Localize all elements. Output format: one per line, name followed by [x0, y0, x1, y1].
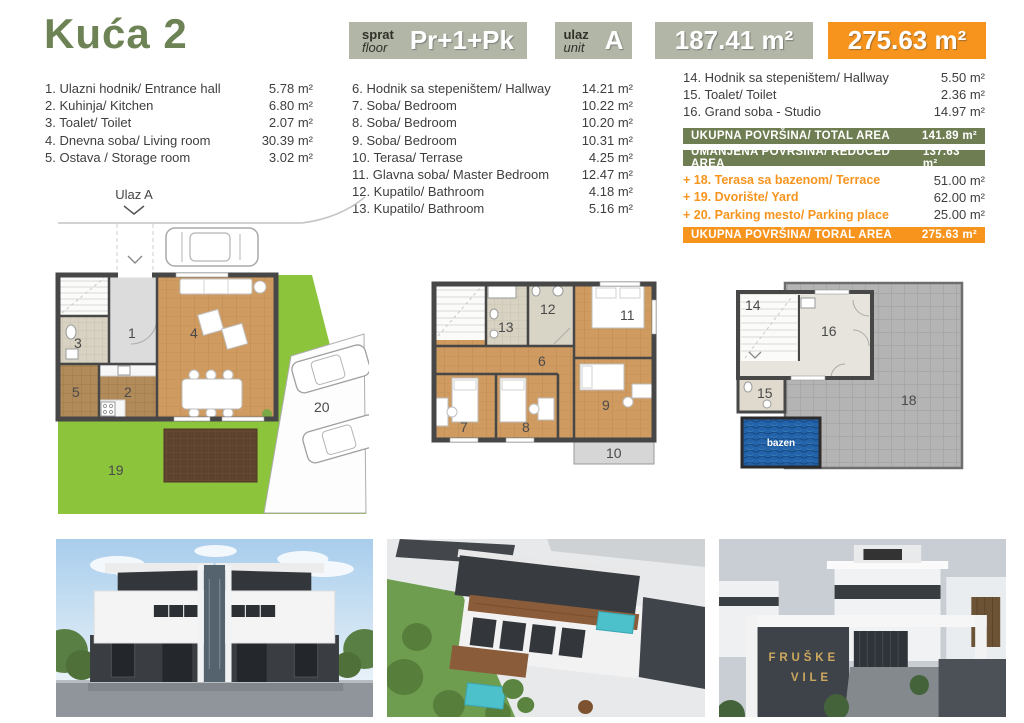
- window: [600, 282, 640, 286]
- render-photo-front-elevation: [56, 539, 373, 717]
- sink-icon: [801, 298, 815, 308]
- room-row: [683, 86, 985, 103]
- room-area: 14.21 m²: [581, 81, 633, 97]
- extra-value: 62.00 m²: [933, 189, 985, 205]
- room-number-14: 14: [745, 297, 761, 313]
- gate-column: [746, 615, 758, 717]
- total-area-label: UKUPNA POVRŠINA/ TOTAL AREA: [691, 129, 890, 142]
- garden-pool: [465, 683, 506, 709]
- bed: [580, 364, 624, 390]
- bed: [592, 286, 644, 328]
- window: [652, 300, 656, 334]
- room-number-3: 3: [74, 335, 82, 351]
- sink-icon: [553, 286, 563, 296]
- window: [815, 290, 849, 294]
- room-area: 30.39 m²: [261, 132, 313, 148]
- ground-floor-plan: [54, 186, 369, 521]
- villa-glass-band: [835, 585, 941, 599]
- gate-beam: [746, 615, 987, 627]
- bed: [500, 378, 526, 422]
- first-floor-plan: [430, 280, 660, 475]
- reduced-area-value: 137.63 m²: [922, 145, 960, 170]
- room-number-10: 10: [606, 445, 622, 461]
- room-name: 2. Kuhinja/ Kitchen: [45, 98, 154, 114]
- extra-row: [683, 189, 985, 206]
- room-number-20: 20: [314, 399, 330, 415]
- room-name: 7. Soba/ Bedroom: [352, 98, 457, 114]
- patio-table: [578, 700, 593, 714]
- sign-text-line2: VILE: [790, 670, 832, 685]
- room-name: 8. Soba/ Bedroom: [352, 115, 457, 131]
- neighbor-house-dark: [639, 597, 705, 689]
- room-name: 5. Ostava / Storage room: [45, 149, 191, 165]
- room-number-16: 16: [821, 323, 837, 339]
- room-area: 3.02 m²: [268, 149, 313, 165]
- extra-label: + 19. Dvorište/ Yard: [683, 190, 799, 205]
- unit-label-sr: ulaz: [563, 26, 589, 42]
- chair: [447, 407, 457, 417]
- room-area: 14.97 m²: [933, 104, 985, 120]
- room-area: 10.22 m²: [581, 98, 633, 114]
- room-row: [45, 132, 313, 149]
- gross-area-badge: [828, 22, 986, 59]
- toilet-icon: [532, 286, 540, 296]
- room-number-5: 5: [72, 384, 80, 400]
- extra-value: 51.00 m²: [933, 172, 985, 188]
- extra-row: [683, 206, 985, 223]
- room-area: 2.36 m²: [940, 87, 985, 103]
- room-area: 4.25 m²: [588, 149, 633, 165]
- room-list-column-3: [683, 69, 985, 243]
- net-area-value: 187.41 m²: [674, 25, 794, 55]
- room-number-18: 18: [901, 392, 917, 408]
- window: [222, 417, 264, 421]
- room-name: 3. Toalet/ Toilet: [45, 115, 132, 131]
- room-name: 10. Terasa/ Terrase: [352, 149, 463, 165]
- grand-total-value: 275.63 m²: [921, 229, 977, 242]
- room-area: 5.78 m²: [268, 81, 313, 97]
- room-row: [45, 149, 313, 166]
- total-area-bar: [683, 128, 985, 144]
- chair: [623, 397, 633, 407]
- reduced-area-label: UMANJENA POVRŠINA/ REDUCED AREA: [691, 145, 891, 170]
- room-number-8: 8: [522, 419, 530, 435]
- desk: [538, 398, 554, 420]
- street-line: [58, 197, 365, 223]
- room-area: 2.07 m²: [268, 115, 313, 131]
- room-name: 6. Hodnik sa stepeništem/ Hallway: [352, 81, 551, 97]
- window: [174, 417, 210, 421]
- room-row: [352, 132, 633, 149]
- sofa: [180, 279, 252, 294]
- extra-row: [683, 172, 985, 189]
- room-row: [352, 183, 633, 200]
- floor-label-en: floor: [362, 39, 388, 55]
- room-area: 4.18 m²: [588, 184, 633, 200]
- room-row: [683, 103, 985, 120]
- window: [506, 438, 534, 442]
- extra-areas: [683, 172, 985, 224]
- gross-area-value: 275.63 m²: [847, 25, 967, 55]
- bathtub-icon: [488, 286, 516, 298]
- room-row: [352, 97, 633, 114]
- room-number-6: 6: [538, 353, 546, 369]
- desk: [632, 384, 652, 398]
- room-area: 6.80 m²: [268, 98, 313, 114]
- room-number-12: 12: [540, 301, 556, 317]
- extra-label: + 20. Parking mesto/ Parking place: [683, 207, 889, 222]
- house-shadow: [88, 683, 343, 691]
- total-area-value: 141.89 m²: [921, 129, 977, 142]
- room-number-7: 7: [460, 419, 468, 435]
- pool-label: bazen: [766, 438, 796, 449]
- room-row: [352, 80, 633, 97]
- room-name: 1. Ulazni hodnik/ Entrance hall: [45, 81, 221, 97]
- room-area: 5.16 m²: [588, 201, 633, 217]
- room-row: [45, 114, 313, 131]
- entry-arrow-icon: [128, 256, 142, 263]
- entrance-label: Ulaz A: [115, 187, 153, 202]
- room-area: 10.20 m²: [581, 115, 633, 131]
- background-building-band: [719, 597, 779, 606]
- room-number-19: 19: [108, 462, 124, 478]
- room-number-13: 13: [498, 319, 514, 335]
- floor-label-sr: sprat: [362, 26, 394, 42]
- room-number-15: 15: [757, 385, 773, 401]
- net-area-badge: [655, 22, 813, 59]
- room-area: 5.50 m²: [940, 70, 985, 86]
- window: [450, 438, 478, 442]
- room-row: [352, 200, 633, 217]
- floor-value: Pr+1+Pk: [409, 25, 514, 55]
- entrance-door-gap: [118, 273, 152, 278]
- room-list-column-2: [352, 80, 633, 218]
- window: [791, 376, 825, 380]
- room-number-1: 1: [128, 325, 136, 341]
- grand-total-label: UKUPNA POVRŠINA/ TORAL AREA: [691, 229, 893, 242]
- room-number-11: 11: [620, 307, 635, 323]
- entrance-arrow-icon: [124, 206, 144, 214]
- room-row: [45, 97, 313, 114]
- extra-label: + 18. Terasa sa bazenom/ Terrace: [683, 173, 881, 188]
- room-list-column-1: [45, 80, 313, 166]
- room-1-entrance: [109, 275, 157, 364]
- render-photo-street-entrance: [719, 539, 1006, 717]
- page-title: Kuća 2: [44, 10, 188, 57]
- room-name: 4. Dnevna soba/ Living room: [45, 132, 211, 148]
- room-row: [45, 80, 313, 97]
- room-name: 9. Soba/ Bedroom: [352, 132, 457, 148]
- room-row: [352, 114, 633, 131]
- sink-icon: [490, 330, 498, 338]
- toilet-icon: [490, 309, 498, 319]
- unit-badge: [555, 22, 632, 59]
- deck: [164, 429, 257, 482]
- grand-total-bar: [683, 227, 985, 243]
- desk: [435, 398, 448, 426]
- room-row: [352, 166, 633, 183]
- kitchen-sink-icon: [118, 366, 130, 375]
- render-photo-aerial: [387, 539, 705, 717]
- room-area: 12.47 m²: [581, 167, 633, 183]
- window: [176, 273, 228, 277]
- toilet-icon: [744, 382, 752, 392]
- room-name: 13. Kupatilo/ Bathroom: [352, 201, 485, 217]
- unit-label-en: unit: [563, 39, 585, 55]
- room-area: 10.31 m²: [581, 132, 633, 148]
- unit-value: A: [604, 25, 624, 55]
- room-row: [352, 149, 633, 166]
- room-name: 11. Glavna soba/ Master Bedroom: [352, 167, 550, 183]
- room-number-4: 4: [190, 325, 198, 341]
- room-name: 15. Toalet/ Toilet: [683, 87, 777, 103]
- rooftop-pool: [596, 612, 634, 634]
- room-name: 16. Grand soba - Studio: [683, 104, 822, 120]
- top-floor-plan: [735, 280, 965, 475]
- room-name: 14. Hodnik sa stepeništem/ Hallway: [683, 70, 889, 86]
- chair: [529, 404, 539, 414]
- dining-table: [182, 370, 242, 418]
- side-table: [254, 281, 266, 293]
- room-row: [683, 69, 985, 86]
- stone-wall: [939, 659, 1006, 717]
- room-number-2: 2: [124, 384, 132, 400]
- sign-text-line1: FRUŠKE: [768, 650, 840, 665]
- room-number-9: 9: [602, 397, 610, 413]
- stove-icon: [101, 402, 115, 416]
- penthouse-window: [863, 549, 902, 560]
- floor-badge: [349, 22, 527, 59]
- reduced-area-bar: [683, 145, 985, 170]
- extra-value: 25.00 m²: [933, 207, 985, 223]
- car-icon: [166, 228, 258, 266]
- room-name: 12. Kupatilo/ Bathroom: [352, 184, 485, 200]
- sink-icon: [763, 400, 771, 408]
